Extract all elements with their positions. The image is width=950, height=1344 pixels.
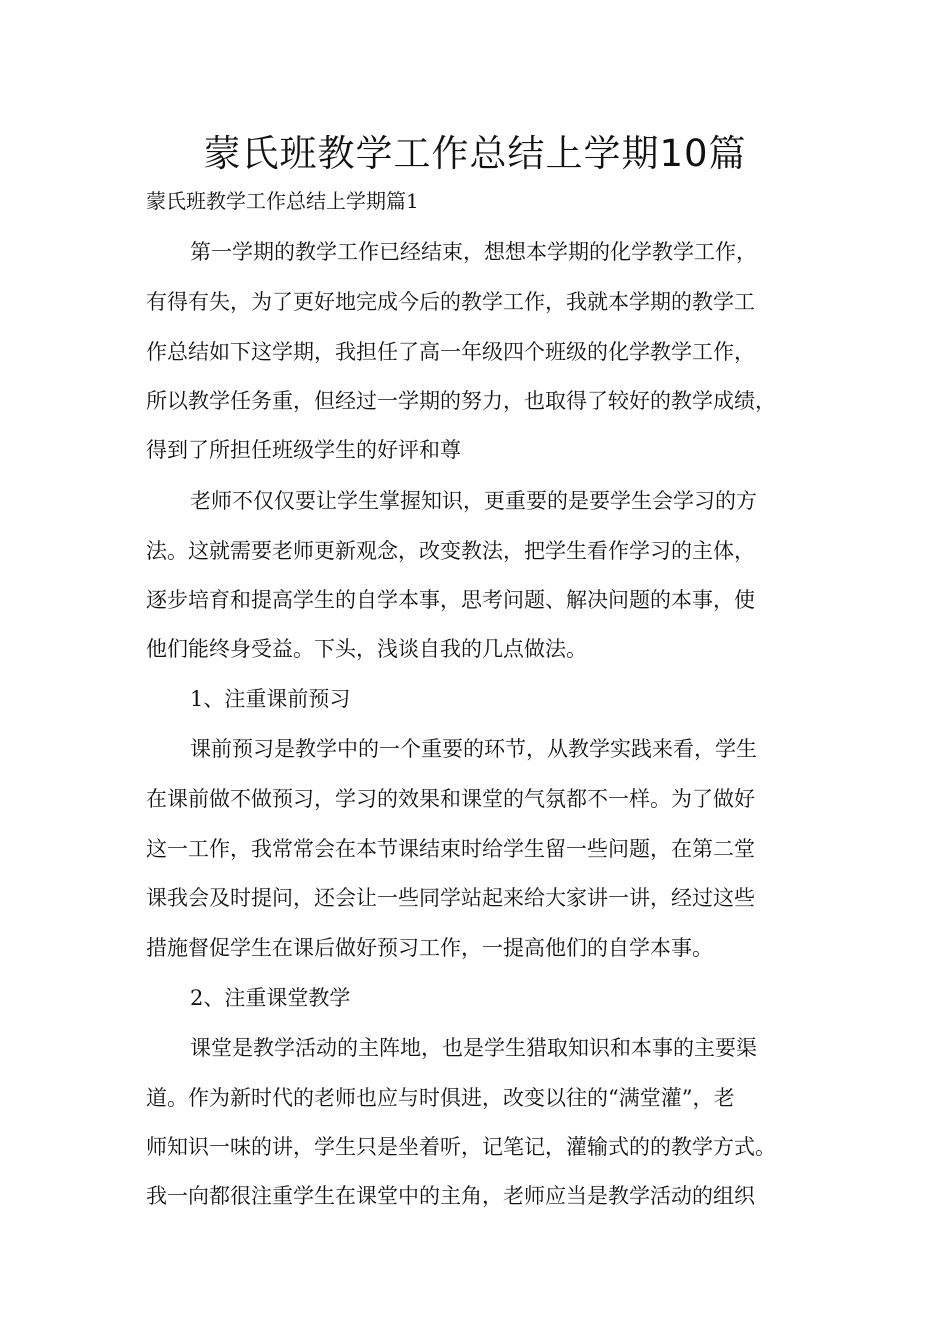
paragraph-line: 师知识一味的讲，学生只是坐着听，记笔记，灌输式的的教学方式。	[146, 1135, 776, 1159]
paragraph-line: 课堂是教学活动的主阵地，也是学生猎取知识和本事的主要渠	[190, 1036, 757, 1060]
document-title: 蒙氏班教学工作总结上学期10篇	[203, 132, 747, 175]
paragraph-line: 有得有失，为了更好地完成今后的教学工作，我就本学期的教学工	[146, 290, 755, 314]
list-heading: 2、注重课堂教学	[190, 986, 351, 1010]
paragraph-line: 措施督促学生在课后做好预习工作，一提高他们的自学本事。	[146, 936, 713, 960]
paragraph-line: 课前预习是教学中的一个重要的环节，从教学实践来看，学生	[190, 737, 757, 761]
paragraph-line: 所以教学任务重，但经过一学期的努力，也取得了较好的教学成绩，	[146, 389, 776, 413]
paragraph-line: 逐步培育和提高学生的自学本事，思考问题、解决问题的本事，使	[146, 588, 755, 612]
paragraph-line: 道。作为新时代的老师也应与时俱进，改变以往的“满堂灌”，老	[146, 1086, 735, 1110]
paragraph-line: 得到了所担任班级学生的好评和尊	[146, 438, 461, 462]
paragraph-line: 法。这就需要老师更新观念，改变教法，把学生看作学习的主体，	[146, 539, 755, 563]
paragraph-line: 他们能终身受益。下头，浅谈自我的几点做法。	[146, 637, 587, 661]
paragraph-line: 课我会及时提问，还会让一些同学站起来给大家讲一讲，经过这些	[146, 886, 755, 910]
paragraph-line: 我一向都很注重学生在课堂中的主角，老师应当是教学活动的组织	[146, 1184, 755, 1208]
list-heading: 1、注重课前预习	[190, 687, 351, 711]
paragraph-line: 作总结如下这学期，我担任了高一年级四个班级的化学教学工作，	[146, 340, 755, 364]
paragraph-line: 这一工作，我常常会在本节课结束时给学生留一些问题，在第二堂	[146, 837, 755, 861]
paragraph-line: 在课前做不做预习，学习的效果和课堂的气氛都不一样。为了做好	[146, 787, 755, 811]
paragraph-line: 老师不仅仅要让学生掌握知识，更重要的是要学生会学习的方	[190, 489, 757, 513]
section-heading: 蒙氏班教学工作总结上学期篇1	[146, 189, 419, 213]
paragraph-line: 第一学期的教学工作已经结束，想想本学期的化学教学工作，	[190, 240, 757, 264]
